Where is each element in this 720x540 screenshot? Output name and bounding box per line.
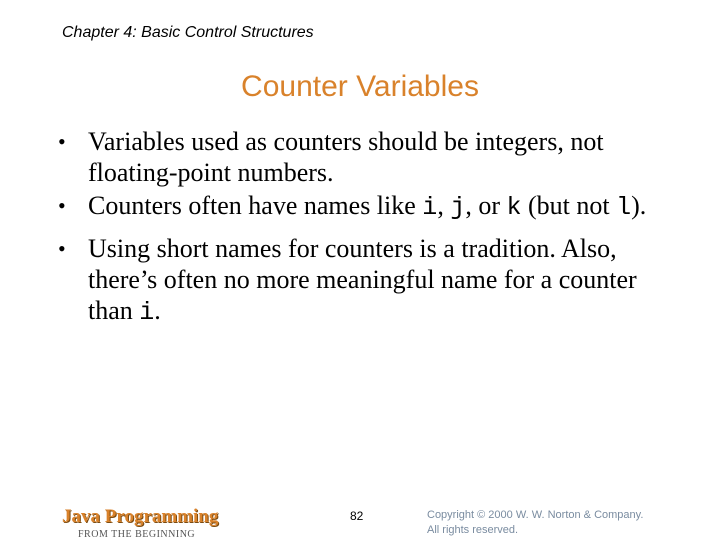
chapter-header: Chapter 4: Basic Control Structures xyxy=(62,24,314,41)
footer-subtitle: FROM THE BEGINNING xyxy=(78,529,196,540)
copyright-line: Copyright © 2000 W. W. Norton & Company. xyxy=(427,509,644,521)
bullet-item xyxy=(58,126,678,188)
bullet-text: Using short names for counters is a tradition. Also, there’s often no more meaningful name for a counter than xyxy=(88,234,637,325)
page-number: 82 xyxy=(350,509,364,523)
bullet-text: , or xyxy=(465,191,507,220)
footer-brand: Java Programming xyxy=(62,506,219,527)
bullet-item xyxy=(58,190,678,223)
code-token: l xyxy=(616,193,632,222)
bullet-text: Counters often have names like xyxy=(88,191,423,220)
bullet-list xyxy=(58,126,678,328)
code-token: i xyxy=(139,298,155,327)
code-token: j xyxy=(450,193,466,222)
bullet-item xyxy=(58,233,678,328)
slide-title xyxy=(0,70,720,104)
bullet-text: , xyxy=(437,191,451,220)
copyright-notice xyxy=(427,508,707,538)
bullet-text: . xyxy=(154,296,161,325)
code-token: i xyxy=(422,193,438,222)
bullet-text: ). xyxy=(631,191,647,220)
bullet-text: (but not xyxy=(521,191,617,220)
copyright-line: All rights reserved. xyxy=(427,524,519,536)
bullet-text: Variables used as counters should be integers, not floating-point numbers. xyxy=(88,127,604,187)
slide-title-text: Counter Variables xyxy=(241,70,479,103)
code-token: k xyxy=(506,193,522,222)
